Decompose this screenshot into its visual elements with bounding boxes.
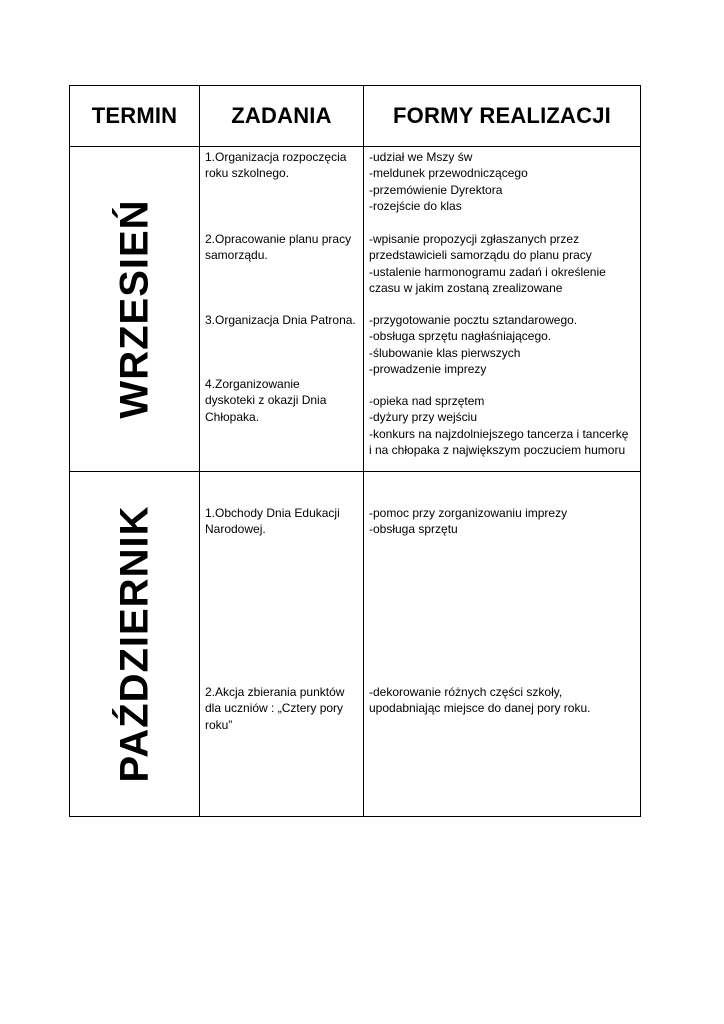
header-formy-realizacji: FORMY REALIZACJI [364, 86, 641, 147]
form-line: -obsługa sprzętu [369, 522, 458, 537]
form-line: -pomoc przy zorganizowaniu imprezy [369, 506, 568, 520]
form-item [369, 684, 636, 717]
form-line: -przemówienie Dyrektora [369, 182, 503, 197]
month-label: PAŹDZIERNIK [112, 505, 156, 783]
form-item [369, 231, 636, 296]
form-line: i na chłopaka z największym poczuciem humoru [369, 442, 626, 457]
task-line: 4.Zorganizowanie [205, 377, 300, 391]
task-line: roku szkolnego. [205, 166, 290, 181]
task-line: 1.Obchody Dnia Edukacji [205, 506, 340, 520]
tasks-cell [200, 472, 364, 817]
form-line: -dekorowanie różnych części szkoły, [369, 685, 563, 699]
form-line: -konkurs na najzdolniejszego tancerza i tancerkę [369, 426, 629, 441]
task-item [205, 312, 359, 328]
tasks-cell [200, 147, 364, 472]
task-line: 1.Organizacja rozpoczęcia [205, 150, 347, 164]
form-line: -obsługa sprzętu nagłaśniającego. [369, 329, 552, 344]
task-line: 2.Akcja zbierania punktów [205, 685, 345, 699]
forms-cell [364, 147, 641, 472]
month-cell [70, 472, 200, 817]
header-termin: TERMIN [70, 86, 200, 147]
month-cell [70, 147, 200, 472]
form-line: -prowadzenie imprezy [369, 361, 487, 376]
task-line: samorządu. [205, 248, 268, 263]
form-line: czasu w jakim zostaną zrealizowane [369, 280, 563, 295]
table-row-wrzesien [70, 147, 641, 472]
form-item [369, 312, 636, 377]
header-row [70, 86, 641, 147]
header-zadania: ZADANIA [200, 86, 364, 147]
task-line: roku” [205, 717, 233, 732]
task-line: 2.Opracowanie planu pracy [205, 232, 352, 246]
task-item [205, 231, 359, 264]
form-line: -wpisanie propozycji zgłaszanych przez [369, 232, 580, 246]
form-line: przedstawicieli samorządu do planu pracy [369, 248, 592, 263]
form-line: -udział we Mszy św [369, 150, 473, 164]
table-row-pazdziernik [70, 472, 641, 817]
task-item [205, 505, 359, 538]
task-line: Chłopaka. [205, 409, 260, 424]
form-line: -przygotowanie pocztu sztandarowego. [369, 313, 578, 327]
form-line: -opieka nad sprzętem [369, 394, 485, 408]
form-line: -ustalenie harmonogramu zadań i określenie [369, 264, 606, 279]
form-line: -ślubowanie klas pierwszych [369, 345, 521, 360]
form-item [369, 505, 636, 538]
form-item [369, 149, 636, 214]
forms-cell [364, 472, 641, 817]
form-line: -meldunek przewodniczącego [369, 166, 528, 181]
form-line: -rozejście do klas [369, 198, 462, 213]
month-label: WRZESIEŃ [112, 199, 156, 419]
form-item [369, 393, 636, 458]
task-line: 3.Organizacja Dnia Patrona. [205, 313, 356, 327]
task-item [205, 376, 359, 425]
task-line: dla uczniów : „Cztery pory [205, 701, 344, 716]
task-item [205, 684, 359, 733]
plan-table [69, 85, 641, 817]
task-item [205, 149, 359, 182]
task-line: Narodowej. [205, 522, 266, 537]
form-line: -dyżury przy wejściu [369, 410, 478, 425]
form-line: upodabniając miejsce do danej pory roku. [369, 701, 591, 716]
task-line: dyskoteki z okazji Dnia [205, 393, 327, 408]
